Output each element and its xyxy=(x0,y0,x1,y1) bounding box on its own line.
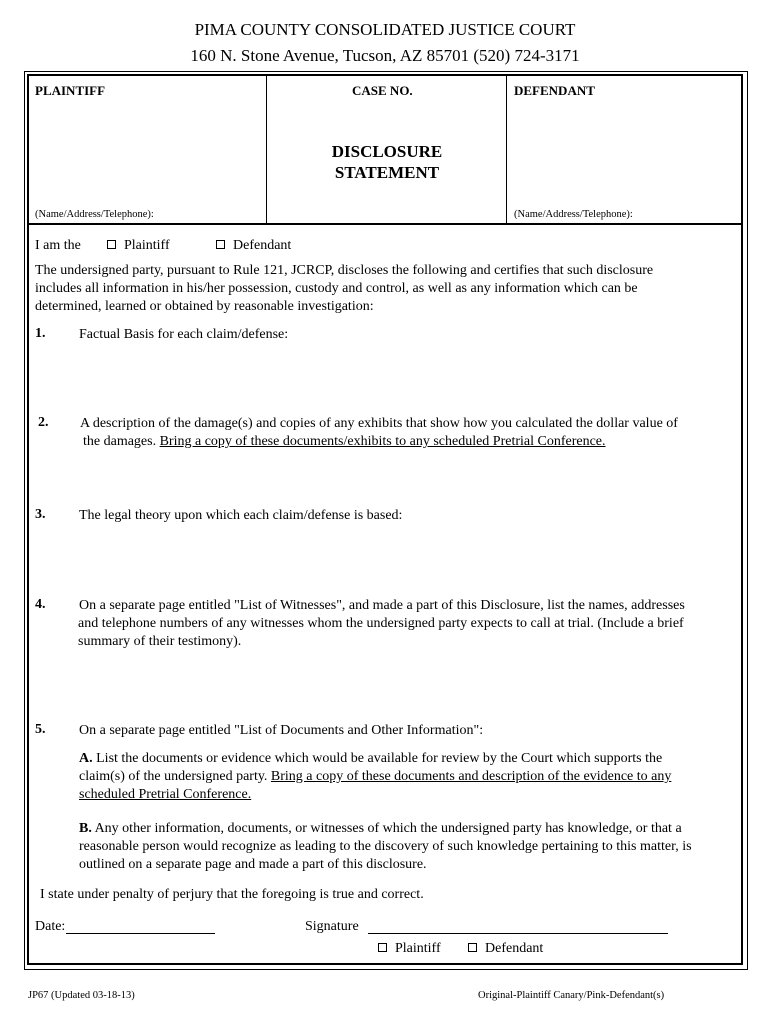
item-2-line-1: A description of the damage(s) and copies of any exhibits that show how you calculated the dollar value of xyxy=(80,416,678,431)
item-2-line-2a: the damages. xyxy=(83,434,160,449)
signer-defendant-checkbox[interactable] xyxy=(468,943,477,952)
item-5a-line-1 xyxy=(79,750,662,768)
plaintiff-checkbox[interactable] xyxy=(107,240,116,249)
party-plaintiff-text: Plaintiff xyxy=(124,238,170,253)
case-no-label: CASE NO. xyxy=(352,83,413,98)
item-3-text: The legal theory upon which each claim/defense is based: xyxy=(79,508,403,523)
item-1-number: 1. xyxy=(35,326,46,341)
item-5a-line-2b: Bring a copy of these documents and description of the evidence to any xyxy=(270,769,672,784)
i-am-the-label: I am the xyxy=(35,238,81,253)
signer-plaintiff-checkbox[interactable] xyxy=(378,943,387,952)
signer-defendant-text: Defendant xyxy=(485,941,544,956)
court-address: 160 N. Stone Avenue, Tucson, AZ 85701 (520) 724-3171 xyxy=(190,46,580,65)
caption-divider xyxy=(27,223,743,225)
item-4-line-2: and telephone numbers of any witnesses whom the undersigned party expects to call at trial. (Include a brief xyxy=(78,616,684,631)
item-2-line-2 xyxy=(83,433,606,451)
court-name: PIMA COUNTY CONSOLIDATED JUSTICE COURT xyxy=(194,20,576,39)
item-5-number: 5. xyxy=(35,722,46,737)
item-2-line-2b: Bring a copy of these documents/exhibits to any scheduled Pretrial Conference. xyxy=(159,434,606,449)
item-5a-line-2a: claim(s) of the undersigned party. xyxy=(79,769,271,784)
item-5a-line-2 xyxy=(79,768,671,786)
defendant-checkbox[interactable] xyxy=(216,240,225,249)
signer-defendant-option[interactable] xyxy=(468,940,543,958)
item-5a-line-3: scheduled Pretrial Conference. xyxy=(79,787,252,802)
item-2-number: 2. xyxy=(38,415,49,430)
form-title-line1: DISCLOSURE xyxy=(331,142,443,161)
item-5b-label: B. xyxy=(79,821,92,836)
intro-line-3: determined, learned or obtained by reasonable investigation: xyxy=(35,299,374,314)
item-4-line-3: summary of their testimony). xyxy=(78,634,242,649)
date-label: Date: xyxy=(35,919,66,934)
party-defendant-text: Defendant xyxy=(233,238,292,253)
copy-distribution: Original-Plaintiff Canary/Pink-Defendant(s) xyxy=(478,990,665,1001)
item-5a-line-1-text: List the documents or evidence which would be available for review by the Court which supports the xyxy=(92,751,663,766)
item-3-number: 3. xyxy=(35,507,46,522)
item-5b-line-1-text: Any other information, documents, or witnesses of which the undersigned party has knowledge, or that a xyxy=(91,821,682,836)
date-line[interactable] xyxy=(66,933,215,934)
party-defendant-option[interactable] xyxy=(216,237,291,255)
signature-line[interactable] xyxy=(368,933,668,934)
intro-line-2: includes all information in his/her possession, custody and control, as well as any information which can be xyxy=(35,281,638,296)
item-1-text: Factual Basis for each claim/defense: xyxy=(79,327,289,342)
item-5a-label: A. xyxy=(79,751,93,766)
signer-plaintiff-text: Plaintiff xyxy=(395,941,441,956)
form-title-line2: STATEMENT xyxy=(334,163,440,182)
item-4-number: 4. xyxy=(35,597,46,612)
defendant-label: DEFENDANT xyxy=(514,83,595,98)
signature-label: Signature xyxy=(305,919,359,934)
item-4-line-1: On a separate page entitled "List of Witnesses", and made a part of this Disclosure, list the names, addresses xyxy=(79,598,685,613)
party-plaintiff-option[interactable] xyxy=(107,237,170,255)
defendant-sub-label: (Name/Address/Telephone): xyxy=(514,209,633,220)
signer-plaintiff-option[interactable] xyxy=(378,940,441,958)
item-5b-line-3: outlined on a separate page and made a part of this disclosure. xyxy=(79,857,427,872)
item-5-text: On a separate page entitled "List of Documents and Other Information": xyxy=(79,723,484,738)
plaintiff-label: PLAINTIFF xyxy=(35,83,106,98)
plaintiff-sub-label: (Name/Address/Telephone): xyxy=(35,209,154,220)
intro-line-1: The undersigned party, pursuant to Rule 121, JCRCP, discloses the following and certifies that such disclosure xyxy=(35,263,654,278)
form-id: JP67 (Updated 03-18-13) xyxy=(28,990,135,1001)
perjury-statement: I state under penalty of perjury that the foregoing is true and correct. xyxy=(40,887,424,902)
item-5b-line-2: reasonable person would recognize as leading to the discovery of such knowledge pertaining to this matter, is xyxy=(79,839,692,854)
item-5b-line-1 xyxy=(79,820,682,838)
